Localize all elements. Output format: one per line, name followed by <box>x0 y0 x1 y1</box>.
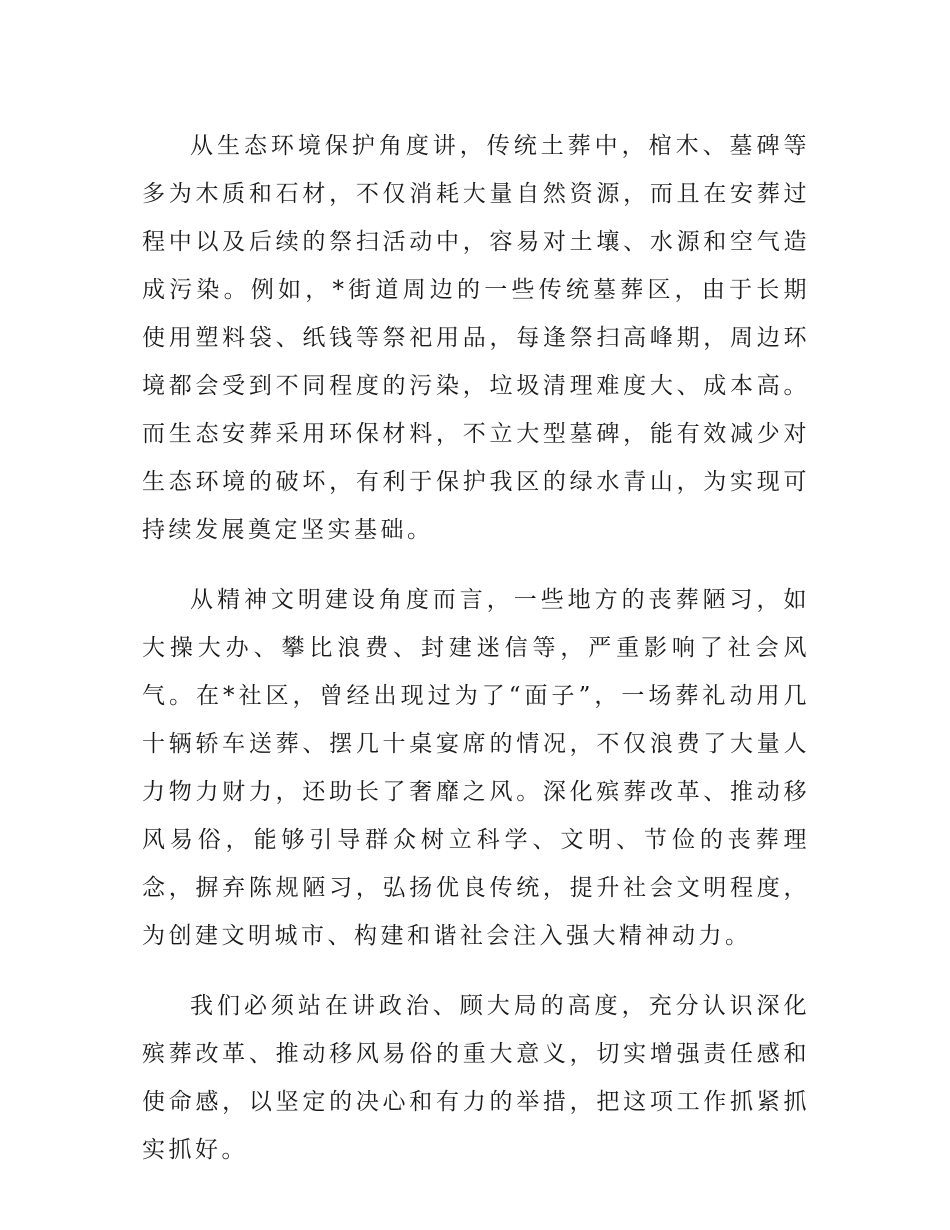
paragraph-ecology: 从生态环境保护角度讲，传统土葬中，棺木、墓碑等多为木质和石材，不仅消耗大量自然资源，而且在安葬过程中以及后续的祭扫活动中，容易对土壤、水源和空气造成污染。例如，*街道周边的一些传统墓葬区，由于长期使用塑料袋、纸钱等祭祀用品，每逢祭扫高峰期，周边环境都会受到不同程度的污染，垃圾清理难度大、成本高。而生态安葬采用环保材料，不立大型墓碑，能有效减少对生态环境的破坏，有利于保护我区的绿水青山，为实现可持续发展奠定坚实基础。 <box>142 133 810 543</box>
document-body <box>142 122 810 1174</box>
paragraph-civilization: 从精神文明建设角度而言，一些地方的丧葬陋习，如大操大办、攀比浪费、封建迷信等，严重影响了社会风气。在*社区，曾经出现过为了“面子”，一场葬礼动用几十辆轿车送葬、摆几十桌宴席的情况，不仅浪费了大量人力物力财力，还助长了奢靡之风。深化殡葬改革、推动移风易俗，能够引导群众树立科学、文明、节俭的丧葬理念，摒弃陈规陋习，弘扬优良传统，提升社会文明程度，为创建文明城市、构建和谐社会注入强大精神动力。 <box>142 587 810 949</box>
paragraph-conclusion: 我们必须站在讲政治、顾大局的高度，充分认识深化殡葬改革、推动移风易俗的重大意义，切实增强责任感和使命感，以坚定的决心和有力的举措，把这项工作抓紧抓实抓好。 <box>142 993 810 1163</box>
